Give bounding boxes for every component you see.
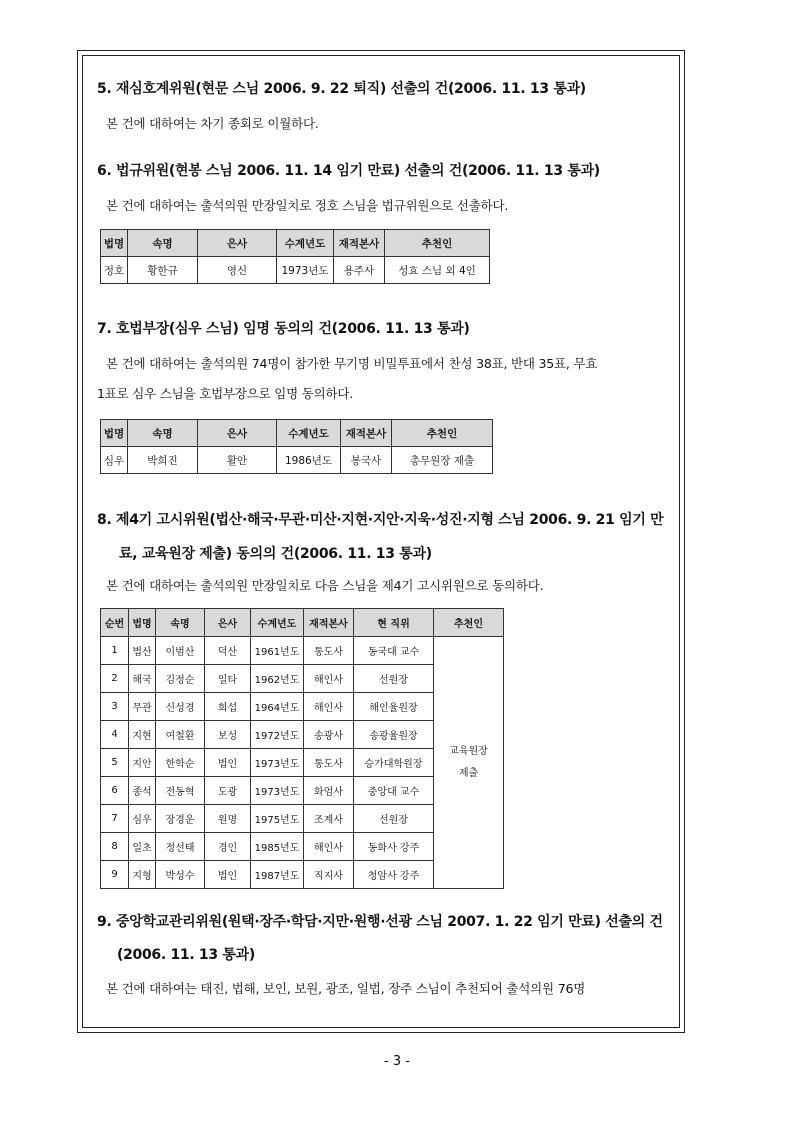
col-header: 수계년도 [251,609,304,637]
table-cell: 김정순 [156,665,205,693]
section-9-body: 본 건에 대하여는 태진, 법해, 보인, 보원, 광조, 일법, 장주 스님이 추천되어 출석의원 76명 [106,981,586,996]
section-8-body: 본 건에 대하여는 출석의원 만장일치로 다음 스님을 제4기 고시위원으로 동의하다. [106,578,544,593]
table-cell: 박희진 [128,447,198,474]
table-cell: 1975년도 [251,805,304,833]
table-row [101,637,504,665]
table-cell: 7 [101,805,129,833]
table-cell: 지안 [129,749,156,777]
page-number: - 3 - [384,1054,410,1069]
table-cell: 송광율원장 [354,721,434,749]
table-cell: 정호 [101,257,128,284]
table-cell: 법인 [205,749,251,777]
table-header-row [101,230,490,257]
table-cell: 봉국사 [341,447,392,474]
col-header: 속명 [128,230,198,257]
col-header: 법명 [101,230,128,257]
col-header: 추천인 [392,420,493,447]
table-cell: 송광사 [304,721,354,749]
table-cell: 활안 [198,447,277,474]
section-7-body-line2: 1표로 심우 스님을 호법부장으로 임명 동의하다. [97,386,354,401]
table-cell: 1987년도 [251,861,304,889]
table-cell: 1961년도 [251,637,304,665]
table-cell: 도광 [205,777,251,805]
table-cell: 이범산 [156,637,205,665]
table-cell: 통도사 [304,637,354,665]
table-cell: 중앙대 교수 [354,777,434,805]
col-header: 수계년도 [277,230,334,257]
table-cell: 일타 [205,665,251,693]
table-cell: 1972년도 [251,721,304,749]
section-7-table [100,419,493,474]
table-cell: 용주사 [334,257,385,284]
table-cell: 전동혁 [156,777,205,805]
section-9-heading-line1: 9. 중앙학교관리위원(원택·장주·학담·지만·원행·선광 스님 2007. 1. 22 임기 만료) 선출의 건 [97,914,663,930]
recommender-line: 교육원장 [449,745,488,757]
table-cell: 동화사 강주 [354,833,434,861]
section-6-body: 본 건에 대하여는 출석의원 만장일치로 정호 스님을 법규위원으로 선출하다. [106,198,509,213]
table-cell: 지현 [129,721,156,749]
table-cell: 선원장 [354,665,434,693]
table-cell: 6 [101,777,129,805]
table-cell: 종석 [129,777,156,805]
table-cell: 일초 [129,833,156,861]
table-cell: 한학순 [156,749,205,777]
table-header-row [101,420,493,447]
col-header: 속명 [128,420,198,447]
table-cell: 지형 [129,861,156,889]
col-header: 순번 [101,609,129,637]
table-cell: 1973년도 [251,749,304,777]
col-header: 은사 [198,230,277,257]
table-cell: 보성 [205,721,251,749]
table-cell: 1 [101,637,129,665]
col-header: 재적본사 [341,420,392,447]
table-cell: 심우 [101,447,128,474]
section-8-heading-line1: 8. 제4기 고시위원(법산·해국·무관·미산·지현·지안·지욱·성진·지형 스님 2006. 9. 21 임기 만 [97,512,664,528]
table-cell: 화엄사 [304,777,354,805]
table-cell: 1986년도 [277,447,341,474]
section-5-body: 본 건에 대하여는 차기 종회로 이월하다. [106,116,319,131]
col-header: 재적본사 [334,230,385,257]
table-row [101,257,490,284]
table-cell: 정선태 [156,833,205,861]
table-cell: 직지사 [304,861,354,889]
table-cell: 1973년도 [251,777,304,805]
section-6-heading: 6. 법규위원(현봉 스님 2006. 11. 14 임기 만료) 선출의 건(2006. 11. 13 통과) [97,163,600,179]
section-7-heading: 7. 호법부장(심우 스님) 임명 동의의 건(2006. 11. 13 통과) [97,321,470,337]
table-cell: 5 [101,749,129,777]
table-cell: 황한규 [128,257,198,284]
table-cell: 심우 [129,805,156,833]
col-header: 추천인 [434,609,504,637]
col-header: 현 직위 [354,609,434,637]
section-8-table [100,608,504,889]
col-header: 수계년도 [277,420,341,447]
table-cell: 무관 [129,693,156,721]
table-cell: 승가대학원장 [354,749,434,777]
table-cell: 청암사 강주 [354,861,434,889]
table-cell: 해국 [129,665,156,693]
table-cell: 해인사 [304,693,354,721]
col-header: 은사 [205,609,251,637]
table-cell: 조계사 [304,805,354,833]
col-header: 은사 [198,420,277,447]
col-header: 법명 [129,609,156,637]
table-cell: 총무원장 제출 [392,447,493,474]
table-cell: 해인율원장 [354,693,434,721]
table-cell: 해인사 [304,833,354,861]
table-row [101,447,493,474]
recommender-line: 제출 [458,767,479,779]
col-header: 법명 [101,420,128,447]
table-cell: 신성경 [156,693,205,721]
table-header-row [101,609,504,637]
table-cell: 박성수 [156,861,205,889]
table-cell: 3 [101,693,129,721]
table-cell: 1962년도 [251,665,304,693]
table-cell: 덕산 [205,637,251,665]
section-8-heading-line2: 료, 교육원장 제출) 동의의 건(2006. 11. 13 통과) [119,546,432,562]
table-cell: 법산 [129,637,156,665]
table-cell: 희섭 [205,693,251,721]
table-cell: 통도사 [304,749,354,777]
table-cell: 원명 [205,805,251,833]
col-header: 속명 [156,609,205,637]
table-cell: 8 [101,833,129,861]
table-cell: 선원장 [354,805,434,833]
table-cell: 경인 [205,833,251,861]
section-9-heading-line2: (2006. 11. 13 통과) [117,947,255,963]
table-cell: 9 [101,861,129,889]
table-cell: 1964년도 [251,693,304,721]
table-cell: 장경운 [156,805,205,833]
section-5-heading: 5. 재심호계위원(현문 스님 2006. 9. 22 퇴직) 선출의 건(2006. 11. 13 통과) [97,81,586,97]
section-7-body-line1: 본 건에 대하여는 출석의원 74명이 참가한 무기명 비밀투표에서 찬성 38표, 반대 35표, 무효 [106,356,598,371]
table-cell: 여철환 [156,721,205,749]
table-cell: 1973년도 [277,257,334,284]
table-cell: 4 [101,721,129,749]
table-cell: 영신 [198,257,277,284]
table-cell: 성효 스님 외 4인 [385,257,490,284]
table-cell: 동국대 교수 [354,637,434,665]
col-header: 추천인 [385,230,490,257]
col-header: 재적본사 [304,609,354,637]
section-6-table [100,229,490,284]
table-cell: 2 [101,665,129,693]
table-cell: 1985년도 [251,833,304,861]
table-cell: 해인사 [304,665,354,693]
recommender-cell [434,637,504,889]
table-cell: 법인 [205,861,251,889]
